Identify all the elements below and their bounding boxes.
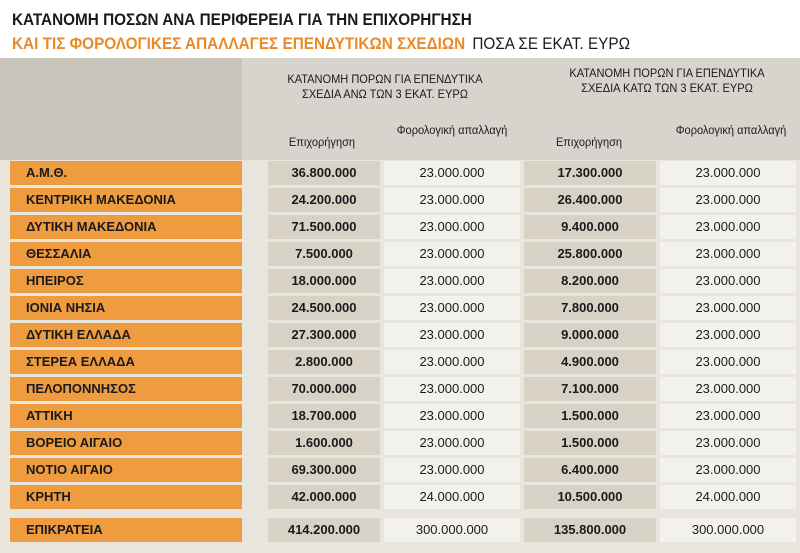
- column-header-tax-below: Φορολογική απαλλαγή: [675, 123, 787, 137]
- tax-below-value: 23.000.000: [660, 242, 796, 266]
- grant-above-value: 70.000.000: [268, 377, 380, 401]
- table-row: [0, 403, 800, 427]
- region-name: ΗΠΕΙΡΟΣ: [10, 269, 242, 293]
- grant-above-value: 1.600.000: [268, 431, 380, 455]
- grant-below-value: 1.500.000: [524, 404, 656, 428]
- grant-below-value: 9.400.000: [524, 215, 656, 239]
- region-name: ΔΥΤΙΚΗ ΜΑΚΕΔΟΝΙΑ: [10, 215, 242, 239]
- tax-below-value: 23.000.000: [660, 215, 796, 239]
- tax-below-value: 24.000.000: [660, 485, 796, 509]
- grant-above-value: 69.300.000: [268, 458, 380, 482]
- tax-below-value: 23.000.000: [660, 269, 796, 293]
- tax-above-value: 23.000.000: [384, 323, 520, 347]
- grant-below-value: 8.200.000: [524, 269, 656, 293]
- tax-above-value: 23.000.000: [384, 404, 520, 428]
- grant-above-value: 42.000.000: [268, 485, 380, 509]
- table-body: [0, 160, 800, 553]
- column-header-grant-above: Επιχορήγηση: [288, 135, 356, 149]
- tax-above-value: 23.000.000: [384, 350, 520, 374]
- page-subtitle: [12, 34, 630, 54]
- grant-below-value: 26.400.000: [524, 188, 656, 212]
- grant-below-value: 9.000.000: [524, 323, 656, 347]
- tax-above-value: 23.000.000: [384, 269, 520, 293]
- grant-below-value: 7.100.000: [524, 377, 656, 401]
- table-row-total: [0, 517, 800, 541]
- grant-below-value: 135.800.000: [524, 518, 656, 542]
- table-row: [0, 160, 800, 184]
- table-row: [0, 241, 800, 265]
- tax-above-value: 23.000.000: [384, 296, 520, 320]
- region-name: ΚΕΝΤΡΙΚΗ ΜΑΚΕΔΟΝΙΑ: [10, 188, 242, 212]
- tax-above-value: 23.000.000: [384, 215, 520, 239]
- column-header-grant-below: Επιχορήγηση: [555, 135, 623, 149]
- table-row: [0, 430, 800, 454]
- tax-below-value: 300.000.000: [660, 518, 796, 542]
- subtitle-text: ΚΑΙ ΤΙΣ ΦΟΡΟΛΟΓΙΚΕΣ ΑΠΑΛΛΑΓΕΣ ΕΠΕΝΔΥΤΙΚΩΝ ΣΧΕΔΙΩΝ: [12, 34, 466, 53]
- region-name: ΕΠΙΚΡΑΤΕΙΑ: [10, 518, 242, 542]
- tax-below-value: 23.000.000: [660, 188, 796, 212]
- group-header-below-3m: ΚΑΤΑΝΟΜΗ ΠΟΡΩΝ ΓΙΑ ΕΠΕΝΔΥΤΙΚΑ ΣΧΕΔΙΑ ΚΑΤΩ ΤΩΝ 3 ΕΚΑΤ. ΕΥΡΩ: [569, 66, 765, 95]
- grant-above-value: 2.800.000: [268, 350, 380, 374]
- title-block: [0, 0, 800, 58]
- tax-below-value: 23.000.000: [660, 350, 796, 374]
- grant-above-value: 36.800.000: [268, 161, 380, 185]
- table-header: [0, 58, 800, 160]
- grant-above-value: 71.500.000: [268, 215, 380, 239]
- grant-below-value: 25.800.000: [524, 242, 656, 266]
- tax-above-value: 23.000.000: [384, 377, 520, 401]
- units-note: ΠΟΣΑ ΣΕ ΕΚΑΤ. ΕΥΡΩ: [472, 34, 631, 53]
- tax-below-value: 23.000.000: [660, 323, 796, 347]
- tax-below-value: 23.000.000: [660, 431, 796, 455]
- grant-below-value: 1.500.000: [524, 431, 656, 455]
- grant-above-value: 18.000.000: [268, 269, 380, 293]
- region-name: ΣΤΕΡΕΑ ΕΛΛΑΔΑ: [10, 350, 242, 374]
- region-name: ΔΥΤΙΚΗ ΕΛΛΑΔΑ: [10, 323, 242, 347]
- page-title: ΚΑΤΑΝΟΜΗ ΠΟΣΩΝ ΑΝΑ ΠΕΡΙΦΕΡΕΙΑ ΓΙΑ ΤΗΝ ΕΠΙΧΟΡΗΓΗΣΗ: [12, 10, 472, 29]
- region-name: ΠΕΛΟΠΟΝΝΗΣΟΣ: [10, 377, 242, 401]
- table-row: [0, 376, 800, 400]
- grant-below-value: 10.500.000: [524, 485, 656, 509]
- grant-above-value: 24.500.000: [268, 296, 380, 320]
- region-name: ΙΟΝΙΑ ΝΗΣΙΑ: [10, 296, 242, 320]
- region-name: ΝΟΤΙΟ ΑΙΓΑΙΟ: [10, 458, 242, 482]
- tax-above-value: 23.000.000: [384, 188, 520, 212]
- tax-above-value: 23.000.000: [384, 458, 520, 482]
- region-name: Α.Μ.Θ.: [10, 161, 242, 185]
- grant-above-value: 18.700.000: [268, 404, 380, 428]
- tax-below-value: 23.000.000: [660, 458, 796, 482]
- tax-above-value: 23.000.000: [384, 242, 520, 266]
- region-name: ΘΕΣΣΑΛΙΑ: [10, 242, 242, 266]
- tax-below-value: 23.000.000: [660, 404, 796, 428]
- tax-above-value: 23.000.000: [384, 431, 520, 455]
- table-row: [0, 187, 800, 211]
- grant-above-value: 7.500.000: [268, 242, 380, 266]
- table-row: [0, 322, 800, 346]
- region-name: ΚΡΗΤΗ: [10, 485, 242, 509]
- table-row: [0, 484, 800, 508]
- group-header-above-3m: ΚΑΤΑΝΟΜΗ ΠΟΡΩΝ ΓΙΑ ΕΠΕΝΔΥΤΙΚΑ ΣΧΕΔΙΑ ΑΝΩ ΤΩΝ 3 ΕΚΑΤ. ΕΥΡΩ: [287, 72, 483, 101]
- tax-below-value: 23.000.000: [660, 161, 796, 185]
- table-row: [0, 268, 800, 292]
- grant-above-value: 24.200.000: [268, 188, 380, 212]
- header-corner: [0, 58, 242, 160]
- column-header-tax-above: Φορολογική απαλλαγή: [396, 123, 508, 137]
- grant-below-value: 7.800.000: [524, 296, 656, 320]
- table-row: [0, 457, 800, 481]
- grant-below-value: 17.300.000: [524, 161, 656, 185]
- tax-below-value: 23.000.000: [660, 296, 796, 320]
- grant-above-value: 414.200.000: [268, 518, 380, 542]
- tax-above-value: 23.000.000: [384, 161, 520, 185]
- grant-above-value: 27.300.000: [268, 323, 380, 347]
- region-name: ΒΟΡΕΙΟ ΑΙΓΑΙΟ: [10, 431, 242, 455]
- table-row: [0, 295, 800, 319]
- tax-above-value: 300.000.000: [384, 518, 520, 542]
- table-row: [0, 214, 800, 238]
- tax-below-value: 23.000.000: [660, 377, 796, 401]
- tax-above-value: 24.000.000: [384, 485, 520, 509]
- grant-below-value: 6.400.000: [524, 458, 656, 482]
- table-row: [0, 349, 800, 373]
- region-name: ΑΤΤΙΚΗ: [10, 404, 242, 428]
- grant-below-value: 4.900.000: [524, 350, 656, 374]
